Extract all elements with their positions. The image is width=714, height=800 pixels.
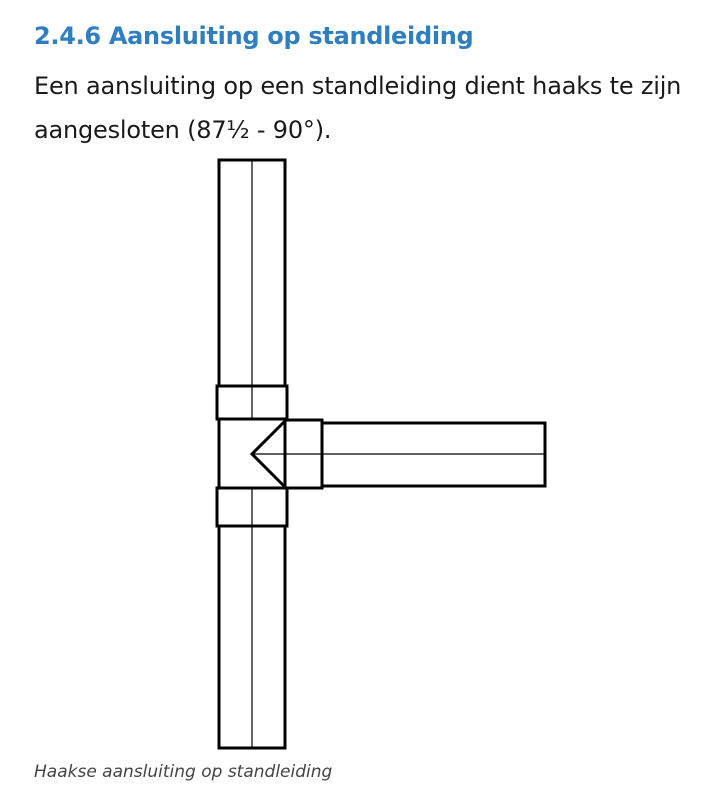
- body-line-1: Een aansluiting op een standleiding dient haaks te zijn: [34, 72, 682, 100]
- section-heading: 2.4.6 Aansluiting op standleiding: [34, 22, 474, 50]
- figure-caption: Haakse aansluiting op standleiding: [34, 762, 333, 782]
- body-line-2: aangesloten (87½ - 90°).: [34, 116, 332, 144]
